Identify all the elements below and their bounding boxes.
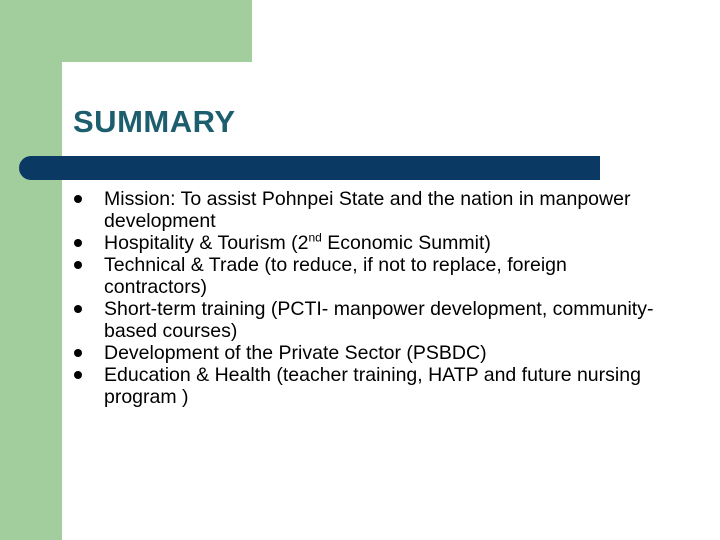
bullet-dot-icon [74,239,82,247]
bullet-item-mission [73,188,673,232]
title-underline-bar [19,156,600,180]
bullet-text-continued: Economic Summit) [321,232,491,254]
bullet-text: Mission: To assist Pohnpei State and the nation in manpower development [104,188,631,232]
bullet-item-short-term [73,298,673,342]
bullet-text: Hospitality & Tourism (2 [104,232,309,254]
bullet-dot-icon [74,305,82,313]
background-green-left [0,0,62,540]
bullet-text: Technical & Trade (to reduce, if not to replace, foreign contractors) [104,254,567,298]
bullet-dot-icon [74,371,82,379]
bullet-text: Development of the Private Sector (PSBDC) [104,342,487,364]
bullet-item-private-sector [73,342,673,364]
bullet-item-education-health [73,364,673,408]
bullet-dot-icon [74,195,82,203]
bullet-list [73,188,673,408]
bullet-dot-icon [74,349,82,357]
bullet-text: Short-term training (PCTI- manpower development, community-based courses) [104,298,654,342]
slide-title: SUMMARY [73,104,236,139]
bullet-dot-icon [74,261,82,269]
bullet-item-hospitality [73,232,673,254]
bullet-item-technical [73,254,673,298]
bullet-text: Education & Health (teacher training, HATP and future nursing program ) [104,364,641,408]
ordinal-suffix: nd [308,230,322,245]
background-green-top [0,0,252,62]
